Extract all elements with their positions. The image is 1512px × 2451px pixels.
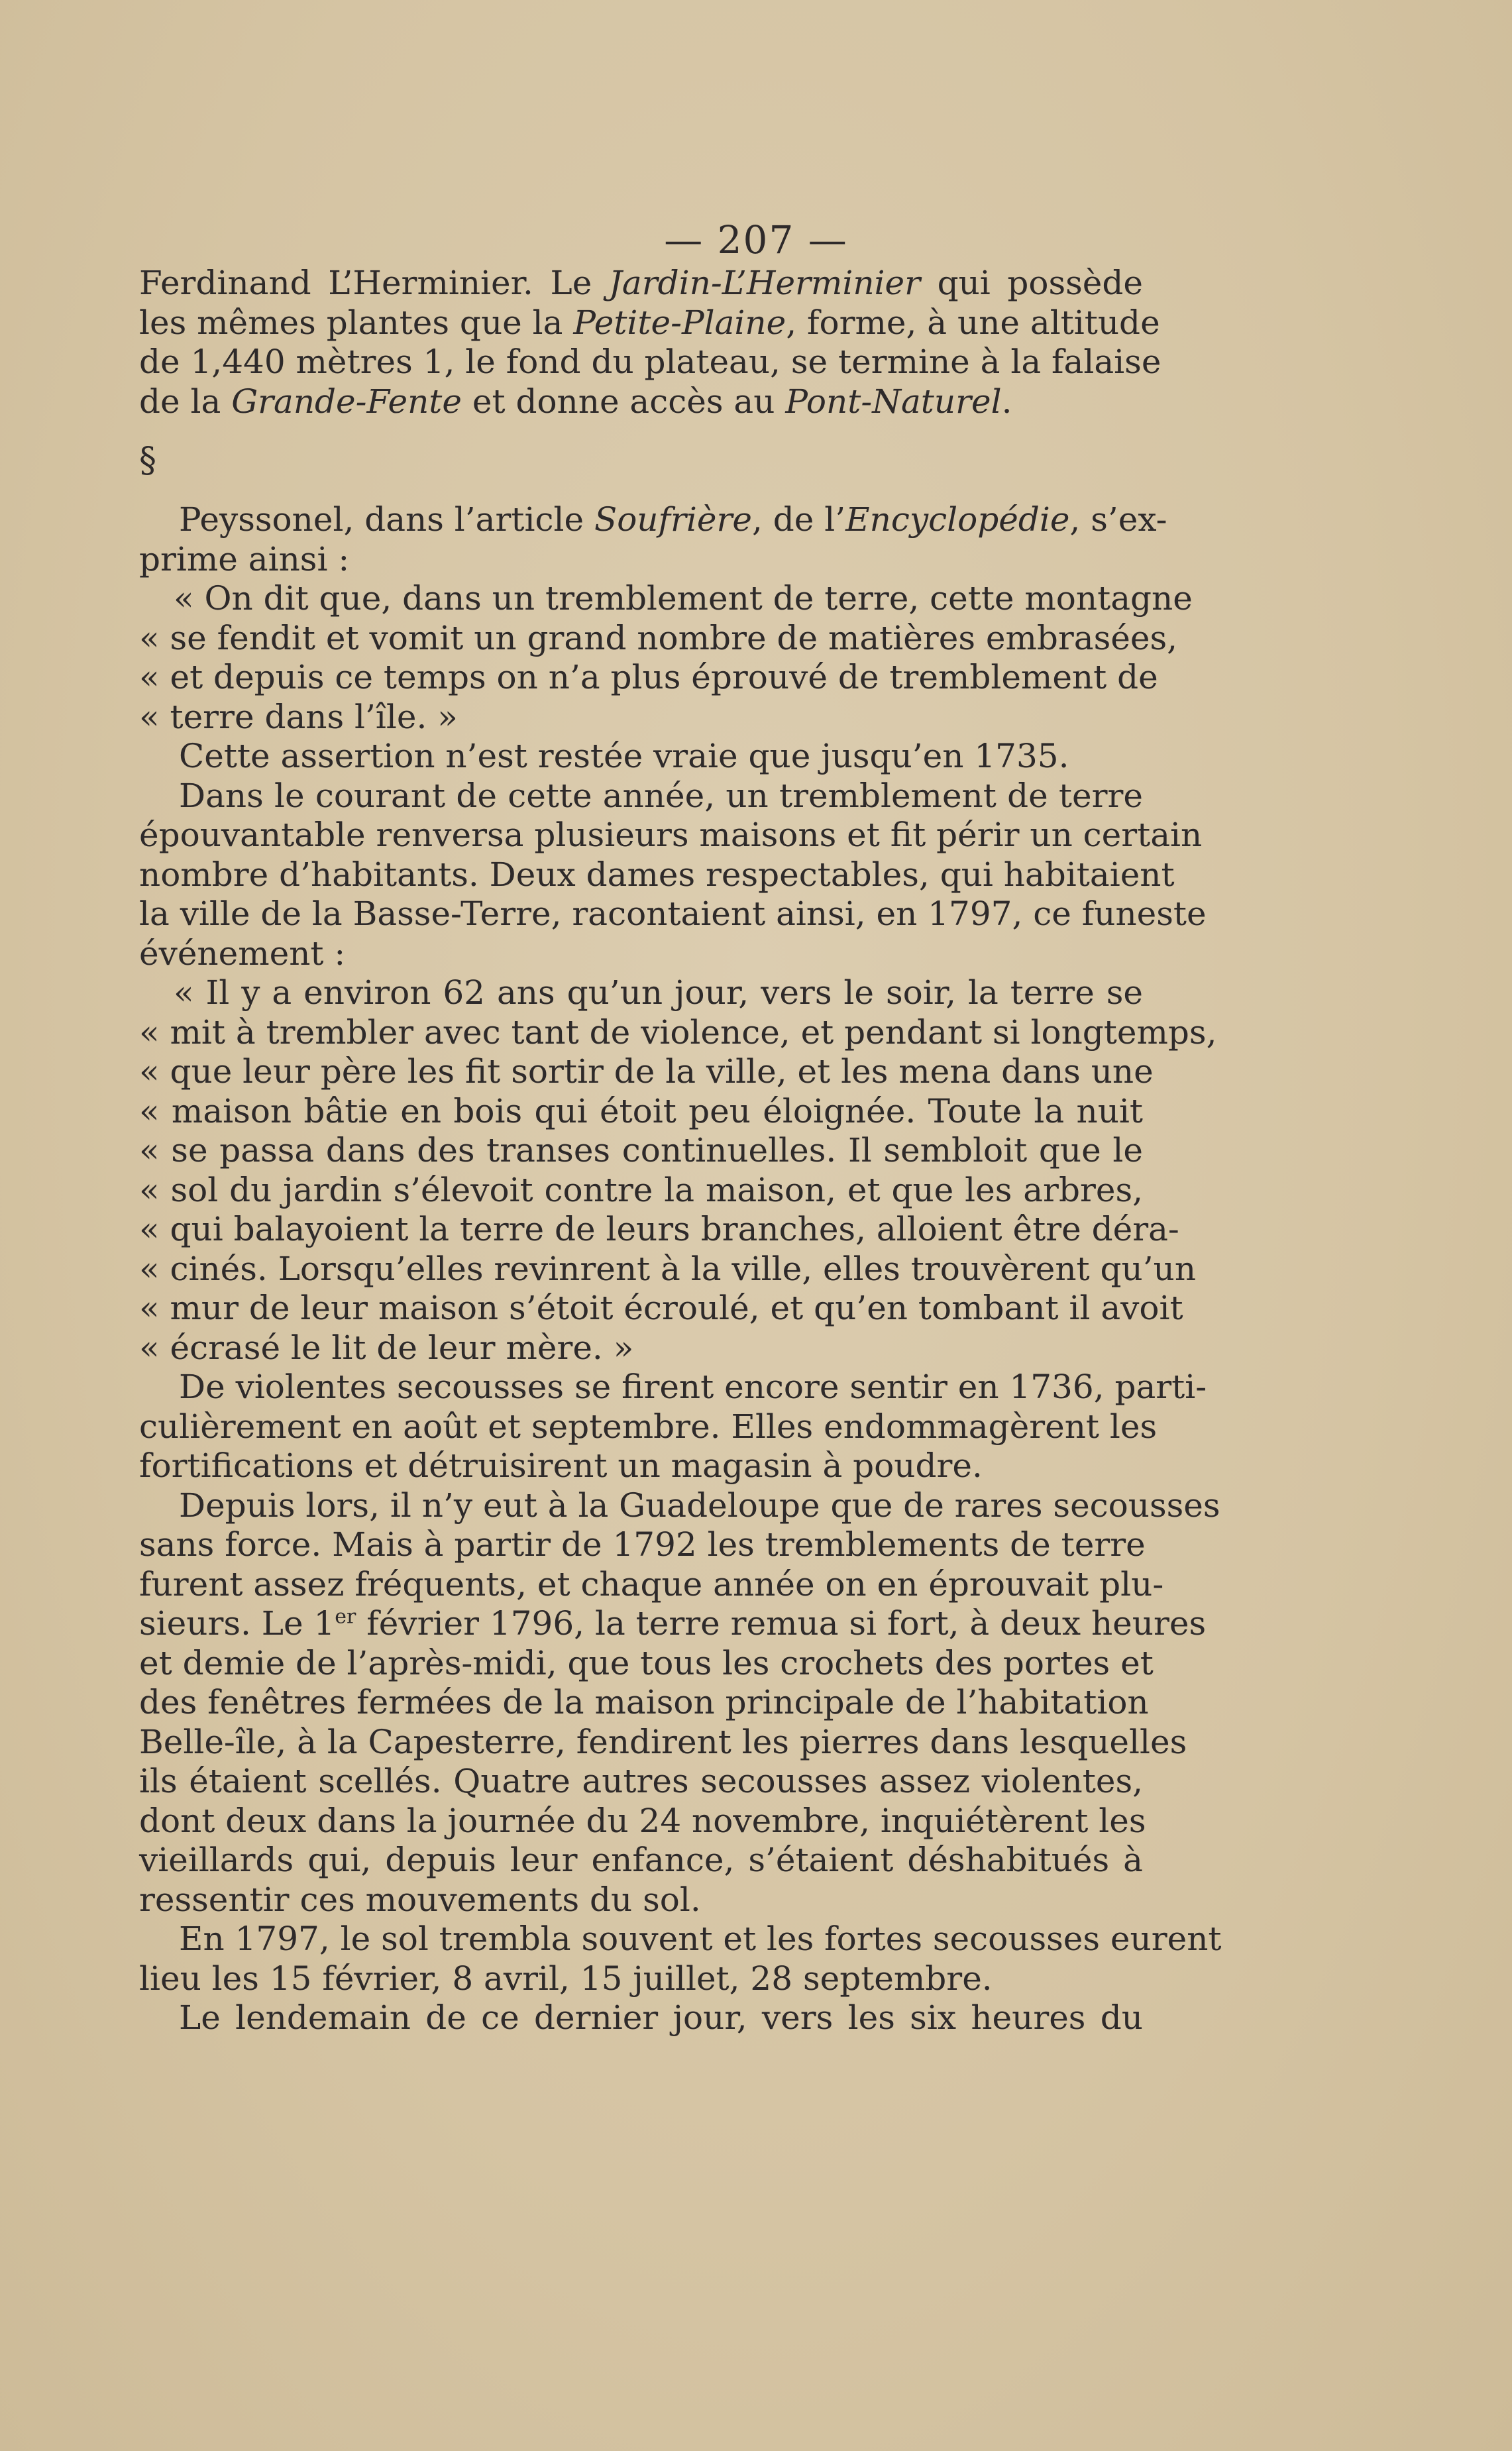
text-line [139, 1012, 1217, 1053]
text-run: la ville de la Basse-Terre, racontaient ainsi, en 1797, ce funeste [139, 895, 1207, 933]
text-line [139, 1329, 1143, 1368]
text-run: des fenêtres fermées de la maison principale de l’habitation [139, 1683, 1149, 1721]
text-line [139, 1407, 1158, 1447]
italic-text: Soufrière [594, 500, 752, 539]
text-run: « se fendit et vomit un grand nombre de matières embrasées, [139, 618, 1177, 657]
text-line [139, 1486, 1220, 1526]
text-run: sieurs. Le 1 [139, 1604, 335, 1643]
text-run: , forme, à une altitude [786, 303, 1160, 342]
text-line [139, 382, 1143, 422]
text-run: , de l’ [752, 500, 846, 539]
text-run: Peyssonel, dans l’article [179, 500, 594, 539]
text-run: ils étaient scellés. Quatre autres secousses assez violentes, [139, 1762, 1143, 1800]
text-run: événement : [139, 934, 346, 973]
text-line [139, 343, 1161, 382]
text-line [139, 1604, 1207, 1644]
text-line [139, 1131, 1143, 1171]
text-run: dont deux dans la journée du 24 novembre, inquiétèrent les [139, 1801, 1146, 1840]
text-line [139, 1092, 1143, 1132]
text-line [139, 1446, 1143, 1486]
italic-text: Pont-Naturel [785, 382, 1002, 421]
text-run: nombre d’habitants. Deux dames respectables, qui habitaient [139, 855, 1175, 894]
text-line [139, 658, 1158, 698]
text-line [139, 895, 1207, 934]
text-line [139, 855, 1175, 895]
text-run: de 1,440 mètres 1, le fond du plateau, se termine à la falaise [139, 343, 1161, 381]
text-line [139, 1289, 1183, 1329]
text-line [139, 1920, 1222, 1959]
text-run: « On dit que, dans un tremblement de terre, cette montagne [174, 579, 1193, 618]
text-run: Cette assertion n’est restée vraie que jusqu’en 1735. [179, 737, 1069, 775]
text-line [139, 777, 1143, 816]
text-run: Ferdinand L’Herminier. Le [139, 264, 609, 302]
text-line [139, 1171, 1143, 1211]
text-run: « qui balayoient la terre de leurs branches, alloient être déra- [139, 1210, 1179, 1248]
text-run: « mur de leur maison s’étoit écroulé, et qu’en tombant il avoit [139, 1289, 1183, 1327]
text-run: De violentes secousses se firent encore sentir en 1736, parti- [179, 1368, 1207, 1406]
text-line [139, 1643, 1154, 1684]
text-run: « mit à trembler avec tant de violence, et pendant si longtemps, [139, 1012, 1217, 1052]
text-run: vieillards qui, depuis leur enfance, s’étaient déshabitués à [139, 1841, 1143, 1879]
text-run: sans force. Mais à partir de 1792 les tremblements de terre [139, 1525, 1146, 1564]
text-line [139, 1880, 1143, 1920]
text-run: Le lendemain de ce dernier jour, vers les six heures du [179, 1998, 1143, 2037]
text-run: ressentir ces mouvements du sol. [139, 1880, 701, 1919]
text-run: . [1001, 382, 1012, 421]
text-line [139, 500, 1167, 540]
text-run: , s’ex- [1069, 500, 1167, 539]
text-line [139, 698, 1143, 737]
text-line [139, 973, 1143, 1013]
body-text [139, 264, 1222, 2038]
text-line [139, 540, 1143, 580]
text-line [139, 1998, 1143, 2038]
text-line [139, 264, 1143, 303]
text-line [139, 1368, 1207, 1407]
text-line [139, 934, 1143, 974]
text-line [139, 1762, 1143, 1802]
text-run: En 1797, le sol trembla souvent et les fortes secousses eurent [179, 1920, 1222, 1958]
text-line [139, 1210, 1179, 1250]
text-run: furent assez fréquents, et chaque année on en éprouvait plu- [139, 1564, 1164, 1604]
italic-text: Grande-Fente [231, 382, 462, 421]
text-line [139, 816, 1203, 855]
text-run: et demie de l’après-midi, que tous les crochets des portes et [139, 1643, 1154, 1682]
text-run: Dans le courant de cette année, un tremblement de terre [179, 776, 1143, 815]
text-line [139, 1959, 1143, 1999]
text-run: « cinés. Lorsqu’elles revinrent à la ville, elles trouvèrent qu’un [139, 1249, 1197, 1288]
text-run: « Il y a environ 62 ans qu’un jour, vers le soir, la terre se [174, 973, 1143, 1012]
text-run: « maison bâtie en bois qui étoit peu éloignée. Toute la nuit [139, 1091, 1143, 1130]
text-run: février 1796, la terre remua si fort, à deux heures [356, 1604, 1207, 1643]
text-run: Depuis lors, il n’y eut à la Guadeloupe que de rares secousses [179, 1486, 1220, 1525]
text-line [139, 1564, 1164, 1605]
text-run: « écrasé le lit de leur mère. » [139, 1328, 634, 1367]
text-run: épouvantable renversa plusieurs maisons et fit périr un certain [139, 816, 1203, 854]
text-line [139, 1841, 1143, 1880]
text-line [139, 1722, 1187, 1763]
text-run: « terre dans l’île. » [139, 697, 458, 736]
text-run: les mêmes plantes que la [139, 303, 574, 342]
text-line [139, 303, 1160, 343]
superscript: er [335, 1605, 356, 1629]
text-line [139, 618, 1177, 659]
text-run: fortifications et détruisirent un magasin à poudre. [139, 1446, 983, 1485]
text-line [139, 1801, 1146, 1841]
text-run: culièrement en août et septembre. Elles endommagèrent les [139, 1407, 1158, 1446]
text-run: Belle-île, à la Capesterre, fendirent les pierres dans lesquelles [139, 1722, 1187, 1761]
text-run: prime ainsi : [139, 539, 350, 578]
text-run: « que leur père les fit sortir de la ville, et les mena dans une [139, 1052, 1154, 1091]
text-run: « et depuis ce temps on n’a plus éprouvé de tremblement de [139, 658, 1158, 696]
text-line [139, 1249, 1197, 1289]
text-run: qui possède [920, 264, 1143, 302]
text-run: « sol du jardin s’élevoit contre la maison, et que les arbres, [139, 1170, 1143, 1209]
italic-text: Encyclopédie [845, 500, 1070, 539]
text-run: de la [139, 382, 232, 421]
text-line [139, 1052, 1154, 1092]
text-run: « se passa dans des transes continuelles. Il sembloit que le [139, 1131, 1143, 1170]
text-line [139, 579, 1193, 619]
text-line [139, 1683, 1149, 1723]
text-run: lieu les 15 février, 8 avril, 15 juillet, 28 septembre. [139, 1959, 993, 1998]
page-number: — 207 — [664, 217, 848, 262]
section-mark: § [139, 441, 156, 480]
italic-text: Petite-Plaine [573, 303, 786, 342]
text-line [139, 737, 1143, 777]
text-run: et donne accès au [461, 382, 786, 421]
text-line [139, 1525, 1146, 1565]
italic-text: Jardin-L’Herminier [608, 264, 921, 302]
